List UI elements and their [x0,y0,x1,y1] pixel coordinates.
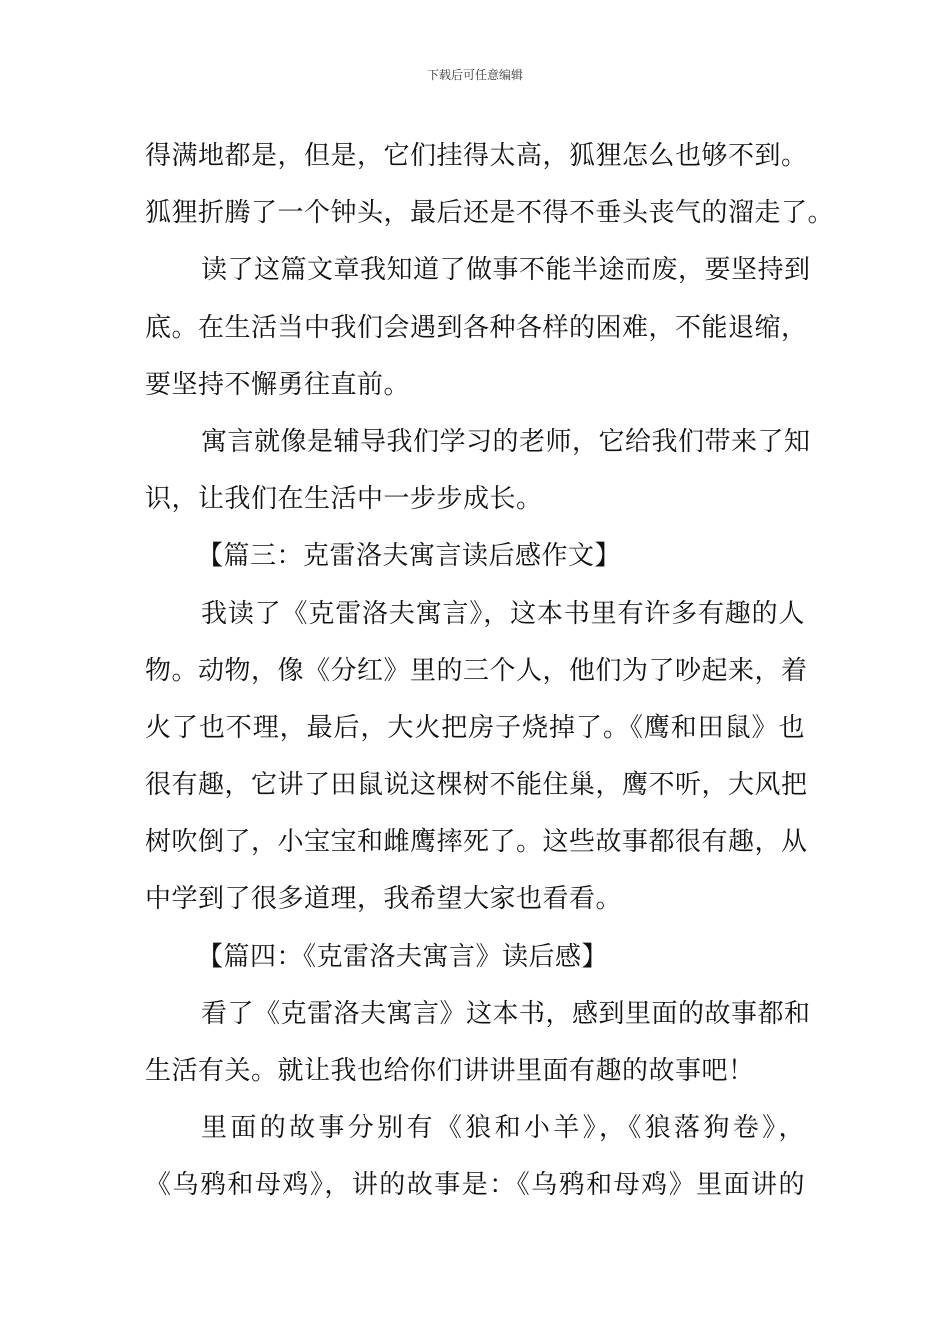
text-line: 物。动物，像《分红》里的三个人，他们为了吵起来，着 [145,655,808,686]
text-line: 寓言就像是辅导我们学习的老师，它给我们带来了知 [201,426,811,457]
text-line: 得满地都是，但是，它们挂得太高，狐狸怎么也够不到。 [145,141,808,171]
text-line: 火了也不理，最后，大火把房子烧掉了。《鹰和田鼠》也 [145,712,805,743]
text-line: 底。在生活当中我们会遇到各种各样的困难，不能退缩， [145,312,808,343]
text-line: 很有趣，它讲了田鼠说这棵树不能住巢，鹰不听，大风把 [145,770,808,801]
text-line: 要坚持不懈勇往直前。 [145,369,411,400]
text-line: 中学到了很多道理，我希望大家也看看。 [145,884,623,915]
text-line: 我读了《克雷洛夫寓言》，这本书里有许多有趣的人 [201,598,805,629]
text-line: 看了《克雷洛夫寓言》这本书，感到里面的故事都和 [201,998,811,1029]
text-line: 狐狸折腾了一个钟头，最后还是不得不垂头丧气的溜走了。 [145,198,835,229]
page-header: 下载后可任意编辑 [426,68,523,82]
text-line: 里面的故事分别有《狼和小羊》，《狼落狗卷》， [201,1113,805,1144]
text-line: 《乌鸦和母鸡》，讲的故事是：《乌鸦和母鸡》里面讲的 [145,1170,805,1201]
text-line: 树吹倒了，小宝宝和雌鹰摔死了。这些故事都很有趣，从 [145,827,808,858]
text-line: 识，让我们在生活中一步步成长。 [145,484,543,515]
document-body [145,128,835,1215]
text-line: 生活有关。就让我也给你们讲讲里面有趣的故事吧！ [145,1056,755,1086]
section-heading: 【篇四：《克雷洛夫寓言》读后感】 [197,941,609,972]
section-heading: 【篇三：克雷洛夫寓言读后感作文】 [197,541,622,572]
text-line: 读了这篇文章我知道了做事不能半途而废，要坚持到 [201,255,811,286]
